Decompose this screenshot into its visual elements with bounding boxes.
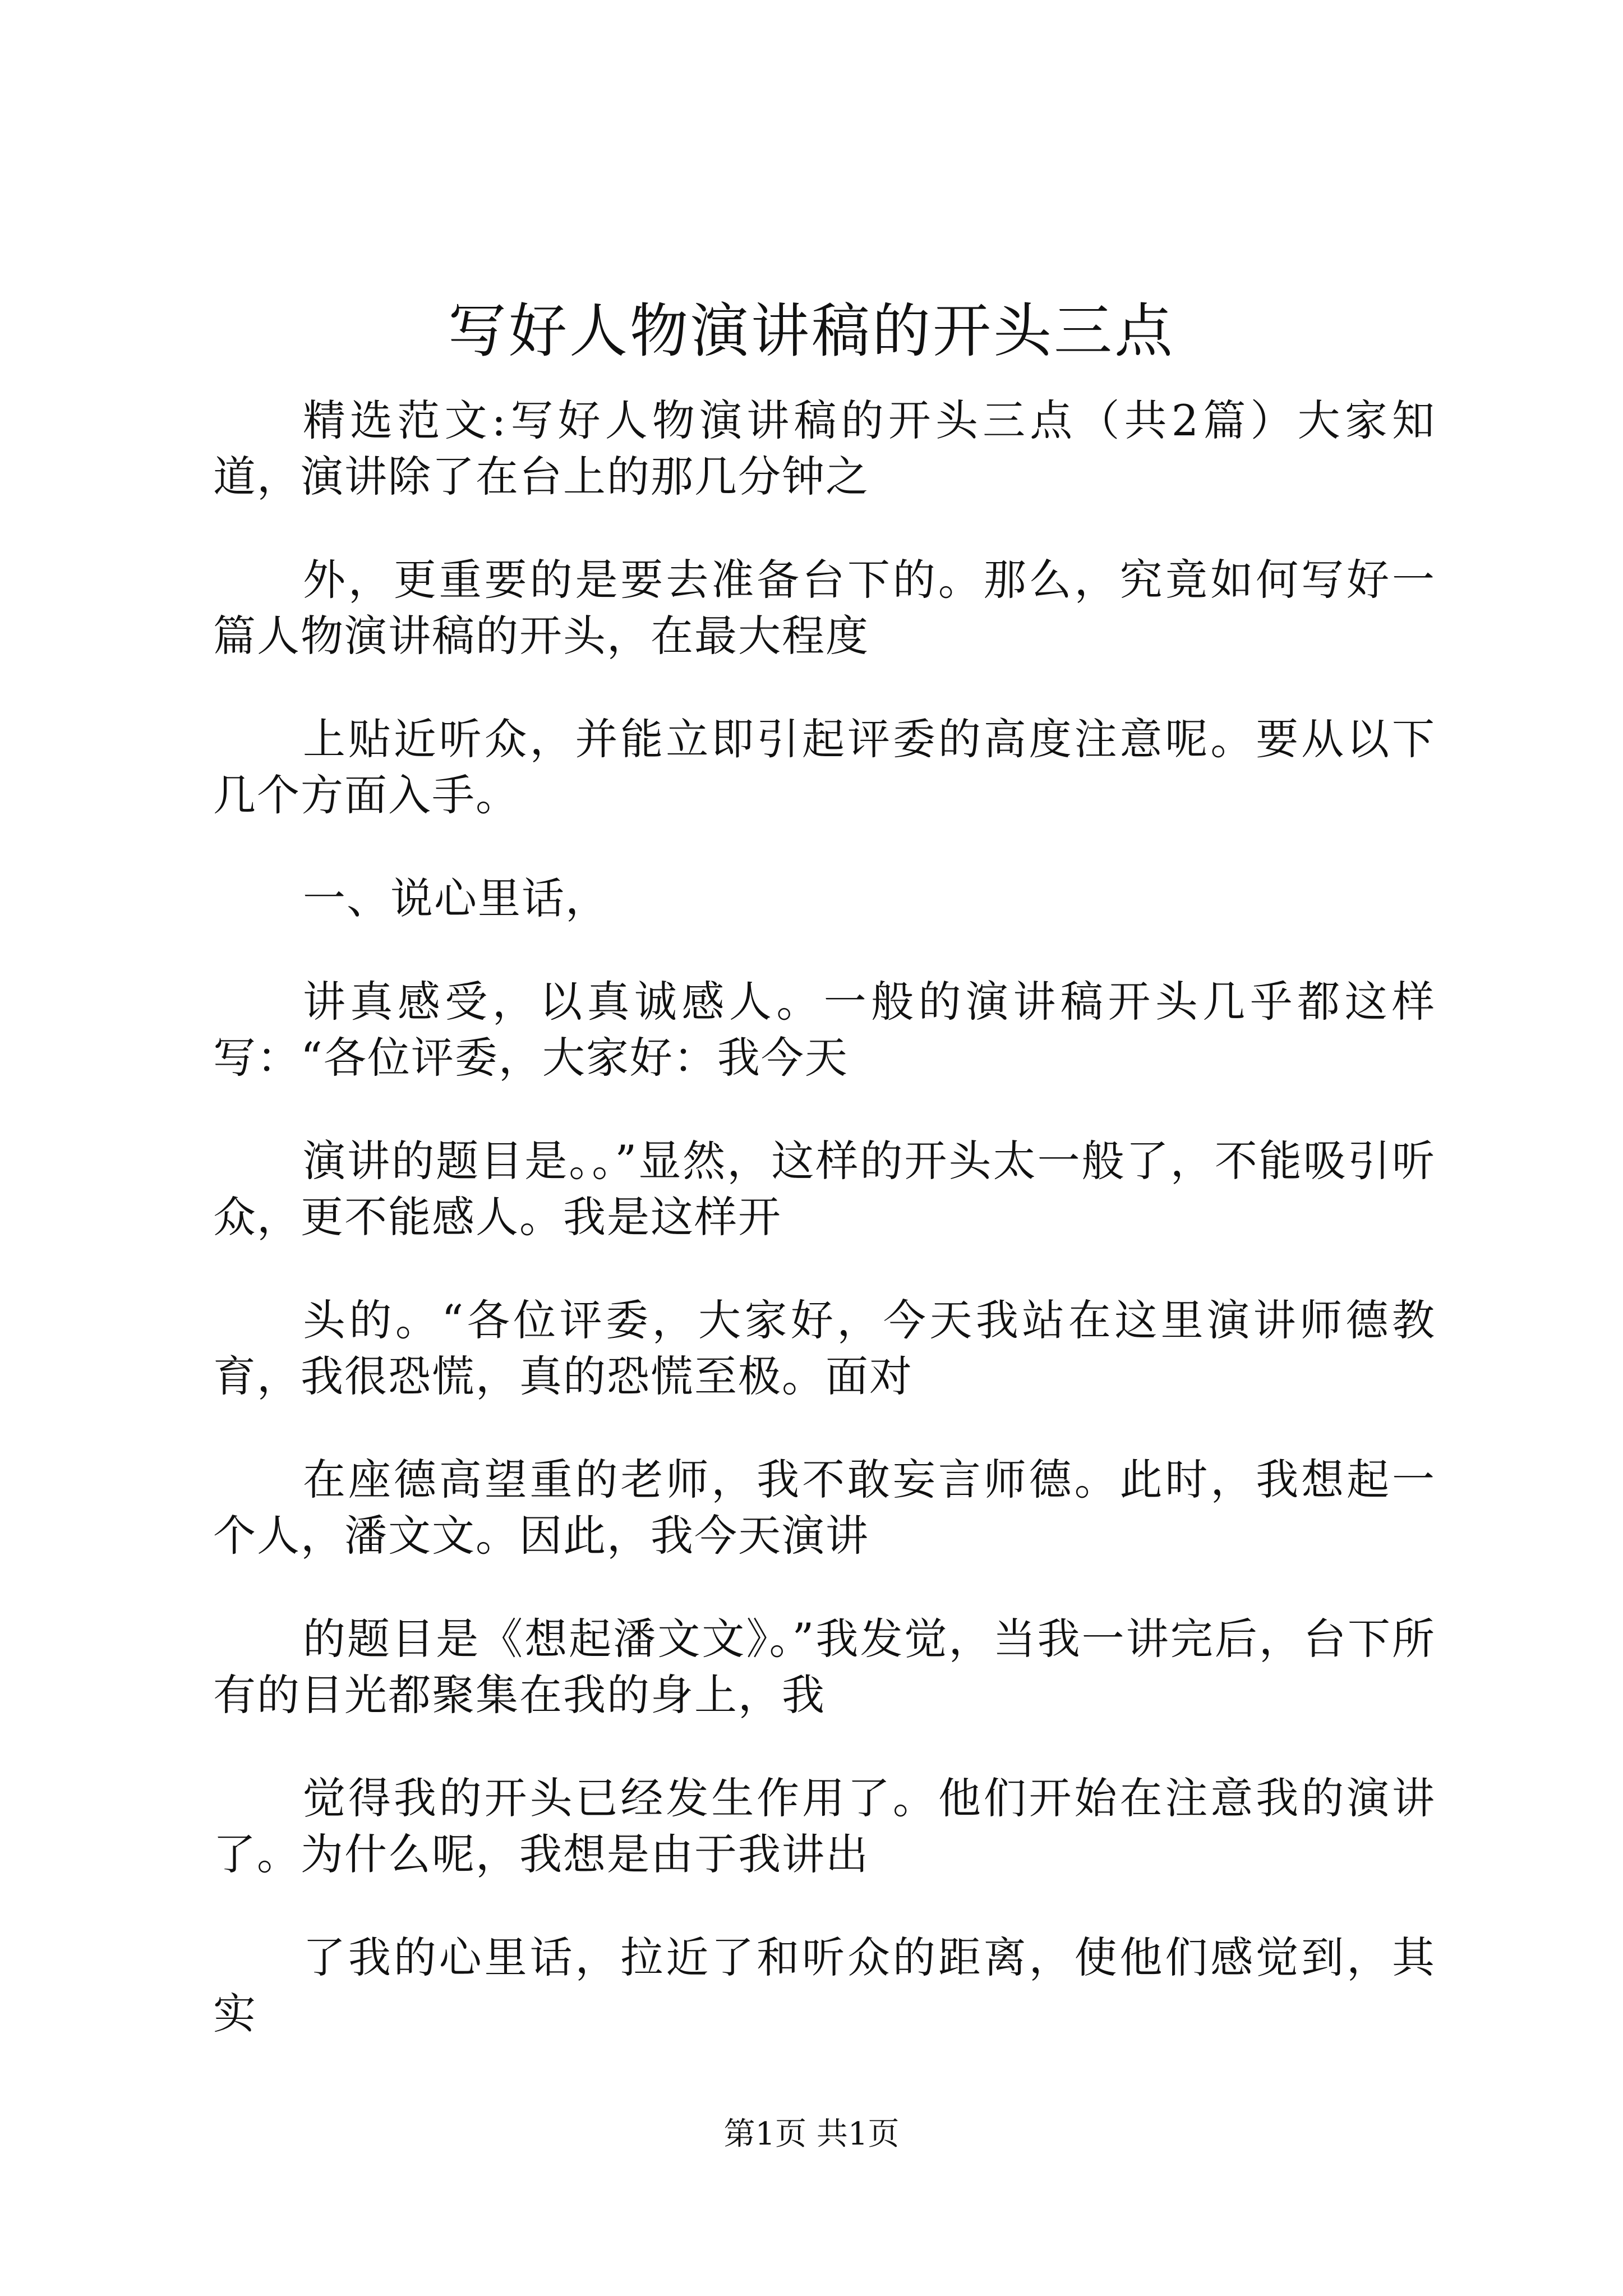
paragraph: 外，更重要的是要去准备台下的。那么，究竟如何写好一篇人物演讲稿的开头，在最大程度	[213, 555, 1436, 661]
paragraph: 精选范文:写好人物演讲稿的开头三点（共2篇）大家知道，演讲除了在台上的那几分钟之	[213, 395, 1436, 501]
paragraph: 讲真感受，以真诚感人。一般的演讲稿开头几乎都这样写：“各位评委，大家好：我今天	[213, 977, 1436, 1083]
paragraph: 演讲的题目是。。”显然，这样的开头太一般了，不能吸引听众，更不能感人。我是这样开	[213, 1136, 1436, 1242]
paragraph: 觉得我的开头已经发生作用了。他们开始在注意我的演讲了。为什么呢，我想是由于我讲出	[213, 1773, 1436, 1879]
document-body	[213, 393, 1436, 2089]
paragraph: 上贴近听众，并能立即引起评委的高度注意呢。要从以下几个方面入手。	[213, 714, 1436, 820]
page-footer: 第1页 共1页	[723, 2116, 900, 2152]
paragraph: 的题目是《想起潘文文》。”我发觉，当我一讲完后，台下所有的目光都聚集在我的身上，我	[213, 1614, 1436, 1720]
paragraph: 在座德高望重的老师，我不敢妄言师德。此时，我想起一个人，潘文文。因此，我今天演讲	[213, 1455, 1436, 1561]
section-heading: 一、说心里话，	[303, 873, 609, 923]
paragraph: 了我的心里话，拉近了和听众的距离，使他们感觉到，其实	[213, 1932, 1436, 2039]
paragraph: 头的。“各位评委，大家好，今天我站在这里演讲师德教育，我很恐慌，真的恐慌至极。面对	[213, 1295, 1436, 1401]
document-title: 写好人物演讲稿的开头三点	[448, 297, 1175, 365]
